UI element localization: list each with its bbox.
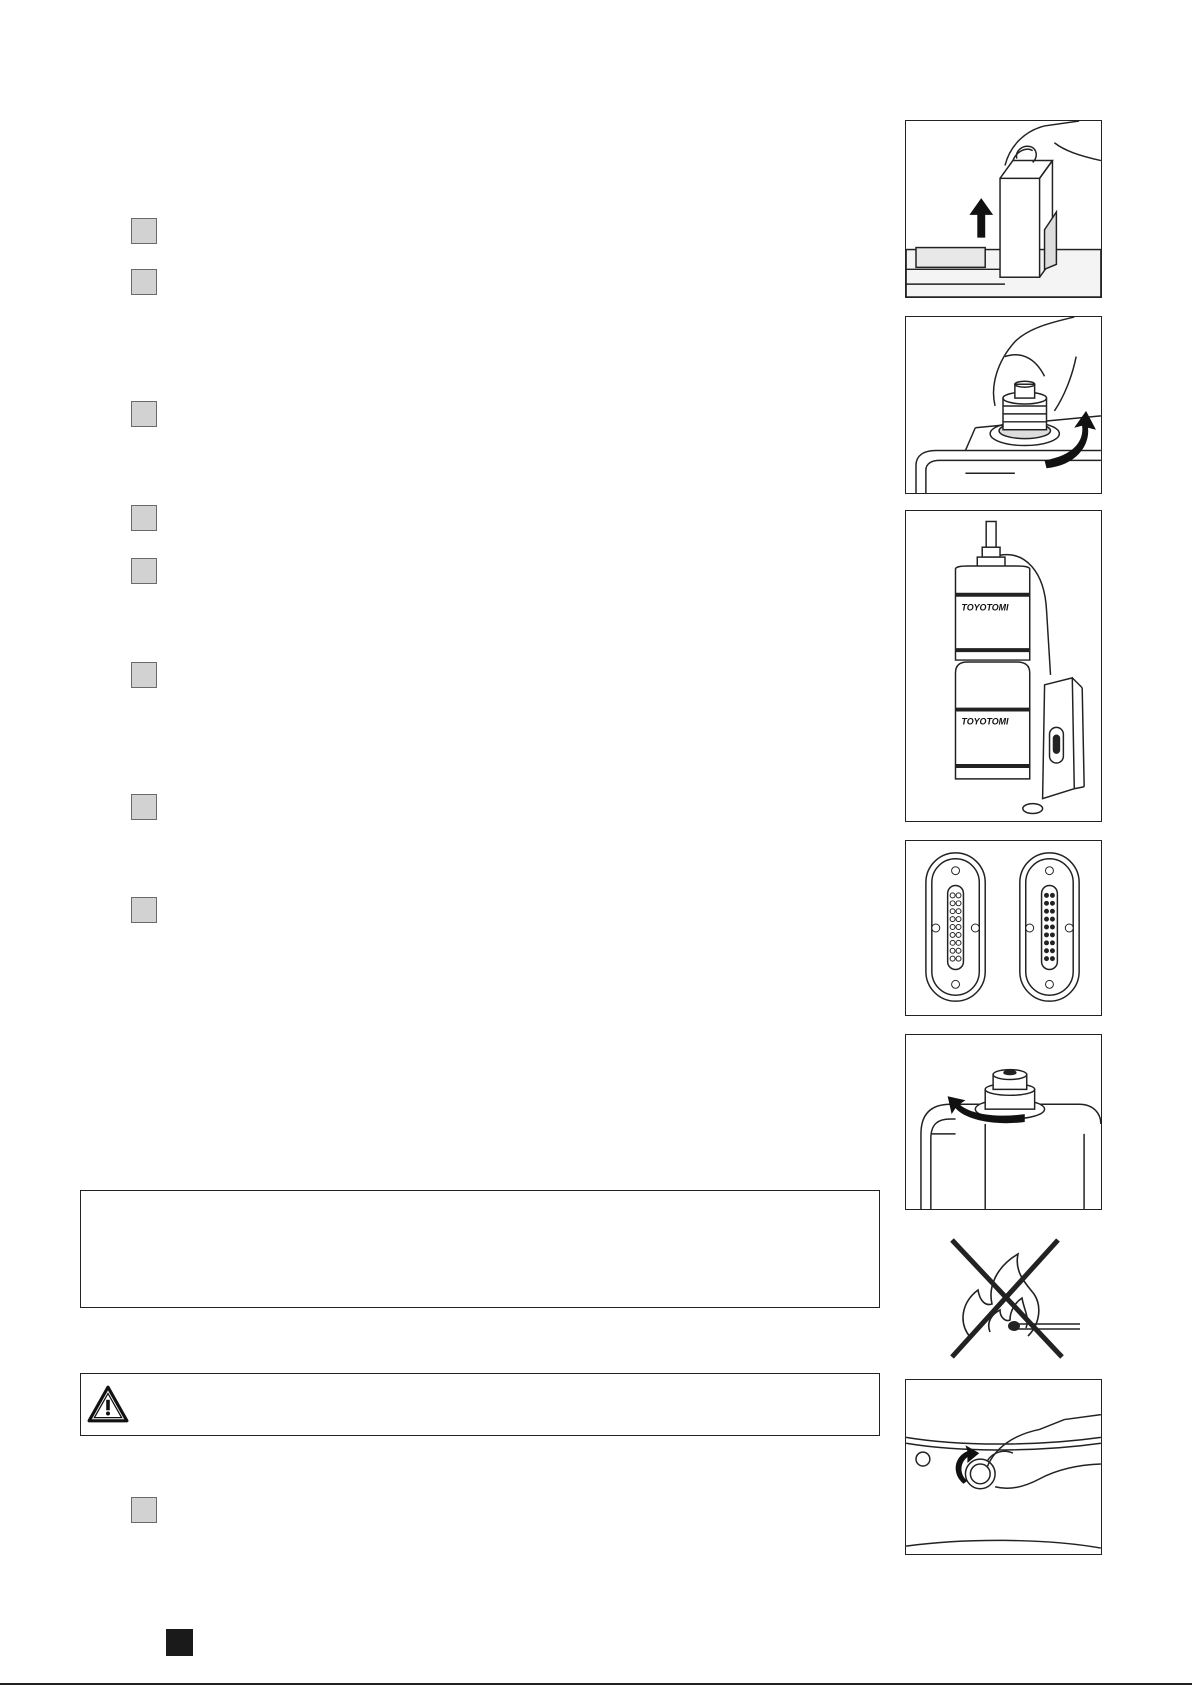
page-marker bbox=[166, 1629, 193, 1656]
step-marker-8 bbox=[131, 897, 157, 923]
no-open-flame-icon bbox=[930, 1232, 1080, 1362]
figure-siphon-pump bbox=[905, 510, 1102, 822]
figure-filter-screens bbox=[905, 840, 1102, 1016]
step-marker-1 bbox=[131, 218, 157, 244]
step-marker-4 bbox=[131, 505, 157, 531]
figure-close-cap bbox=[905, 1034, 1102, 1210]
figure-lift-tank bbox=[905, 120, 1102, 298]
step-marker-6 bbox=[131, 662, 157, 688]
step-marker-5 bbox=[131, 558, 157, 584]
notice-box bbox=[80, 1190, 880, 1308]
step-marker-9 bbox=[131, 1497, 157, 1523]
step-marker-3 bbox=[131, 401, 157, 427]
step-marker-2 bbox=[131, 269, 157, 295]
brand-label-top: TOYOTOMI bbox=[961, 602, 1009, 613]
brand-label-bottom: TOYOTOMI bbox=[961, 716, 1009, 727]
step-marker-7 bbox=[131, 794, 157, 820]
warning-box bbox=[80, 1373, 880, 1436]
figure-turn-knob bbox=[905, 1379, 1102, 1555]
warning-icon bbox=[87, 1385, 129, 1423]
figure-unscrew-cap bbox=[905, 316, 1102, 494]
